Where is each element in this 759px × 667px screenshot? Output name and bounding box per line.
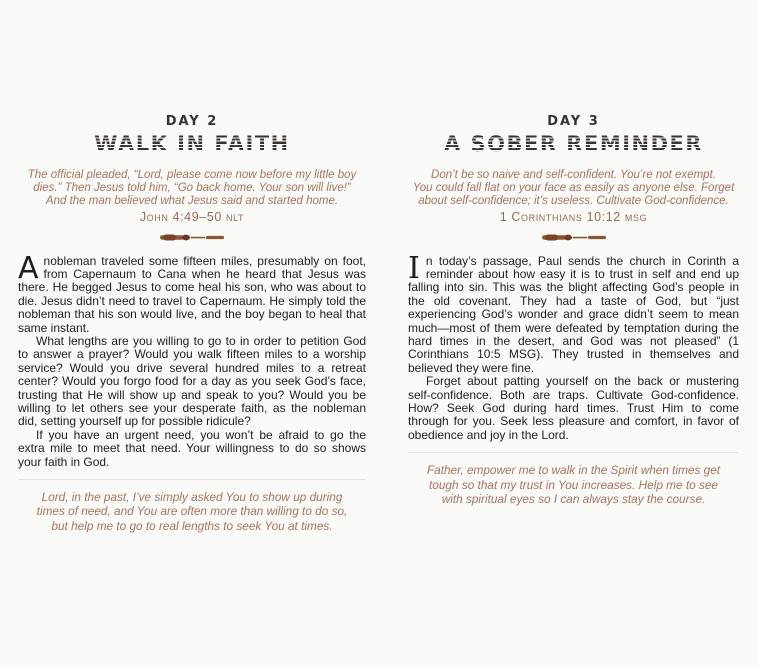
scripture-quote bbox=[408, 169, 739, 224]
paragraph: What lengths are you willing to go to in order to petition God to answer a prayer? Would you walk fifteen miles to a worship service? Would you drive several hundred miles to a retreat center? Would you forgo food for a day as you seek God’s face, trusting that He will show up and speak to you? Would you be willing to let others see your desperate faith, as the nobleman did, setting yourself up for possible ridicule? bbox=[18, 334, 366, 429]
twig-divider-icon bbox=[408, 233, 739, 242]
chapter-title: A SOBER REMINDER bbox=[408, 132, 739, 156]
paragraph-text: n today’s passage, Paul sends the church in Corinth a reminder about how easy it is to trust in self and end up falling into sin. This was the blight affecting God’s people in the old covenant. They had a taste of God, but “just experiencing God’s wonder and grace didn’t seem to mean much—most of them were defeated by temptation during the hard times in the desert, and God was not pleased” (1 Corinthians 10:5 MSG). They trusted in themselves and believed they were fine. bbox=[408, 253, 739, 375]
scripture-quote bbox=[18, 169, 366, 224]
prayer-line: but help me to go to real lengths to seek You at times. bbox=[51, 518, 333, 533]
right-page bbox=[408, 0, 739, 667]
prayer-line: times of need, and You are often more than willing to do so, bbox=[36, 504, 348, 519]
paragraph bbox=[18, 250, 366, 335]
quote-line: And the man believed what Jesus said and started home. bbox=[45, 195, 339, 208]
body-text bbox=[18, 250, 366, 470]
paragraph: Forget about patting yourself on the back or mustering self-confidence. Both are traps. Cultivate God-confidence. How? Seek God during hard times. Trust Him to come through for you. Seek less pleasure and comfort, in favor of obedience and joy in the Lord. bbox=[408, 374, 739, 442]
prayer-line: Father, empower me to walk in the Spirit when times get bbox=[426, 463, 721, 478]
scripture-reference: John 4:49–50 nlt bbox=[139, 209, 245, 224]
divider-rule bbox=[408, 452, 739, 453]
quote-line: Don’t be so naive and self-confident. You’re not exempt. bbox=[431, 169, 716, 181]
quote-line: You could fall flat on your face as easily as anyone else. Forget bbox=[412, 182, 735, 195]
quote-line: The official pleaded, “Lord, please come now before my little boy bbox=[27, 169, 357, 181]
left-page bbox=[18, 0, 366, 667]
quote-line: dies.” Then Jesus told him, “Go back home. Your son will live!” bbox=[33, 182, 351, 195]
drop-cap: A bbox=[18, 250, 39, 286]
paragraph: If you have an urgent need, you won’t be afraid to go the extra mile to meet that need. Your willingness to do so shows your faith in God. bbox=[18, 427, 366, 469]
drop-cap: I bbox=[408, 250, 420, 286]
day-label: DAY 3 bbox=[547, 114, 600, 129]
divider-rule bbox=[18, 479, 366, 480]
prayer bbox=[408, 463, 739, 506]
day-label: DAY 2 bbox=[165, 114, 219, 129]
chapter-title: WALK IN FAITH bbox=[18, 132, 366, 156]
quote-line: about self-confidence; it’s useless. Cultivate God-confidence. bbox=[418, 195, 729, 208]
paragraph-text: nobleman traveled some fifteen miles, presumably on foot, from Capernaum to Cana when he heard that Jesus was there. He begged Jesus to come heal his son, who was about to die. Jesus didn’t need to travel to Capernaum. He simply told the nobleman that his son would live, and the boy began to heal that same instant. bbox=[18, 253, 366, 335]
prayer-line: tough so that my trust in You increases. Help me to see bbox=[429, 477, 718, 492]
body-text bbox=[408, 250, 739, 443]
twig-divider-icon bbox=[18, 233, 366, 242]
prayer-line: with spiritual eyes so I can always stay the course. bbox=[441, 491, 706, 506]
prayer-line: Lord, in the past, I’ve simply asked You to show up during bbox=[41, 490, 343, 505]
paragraph bbox=[408, 250, 739, 376]
prayer bbox=[18, 490, 366, 533]
scripture-reference: 1 Corinthians 10:12 msg bbox=[499, 209, 648, 224]
